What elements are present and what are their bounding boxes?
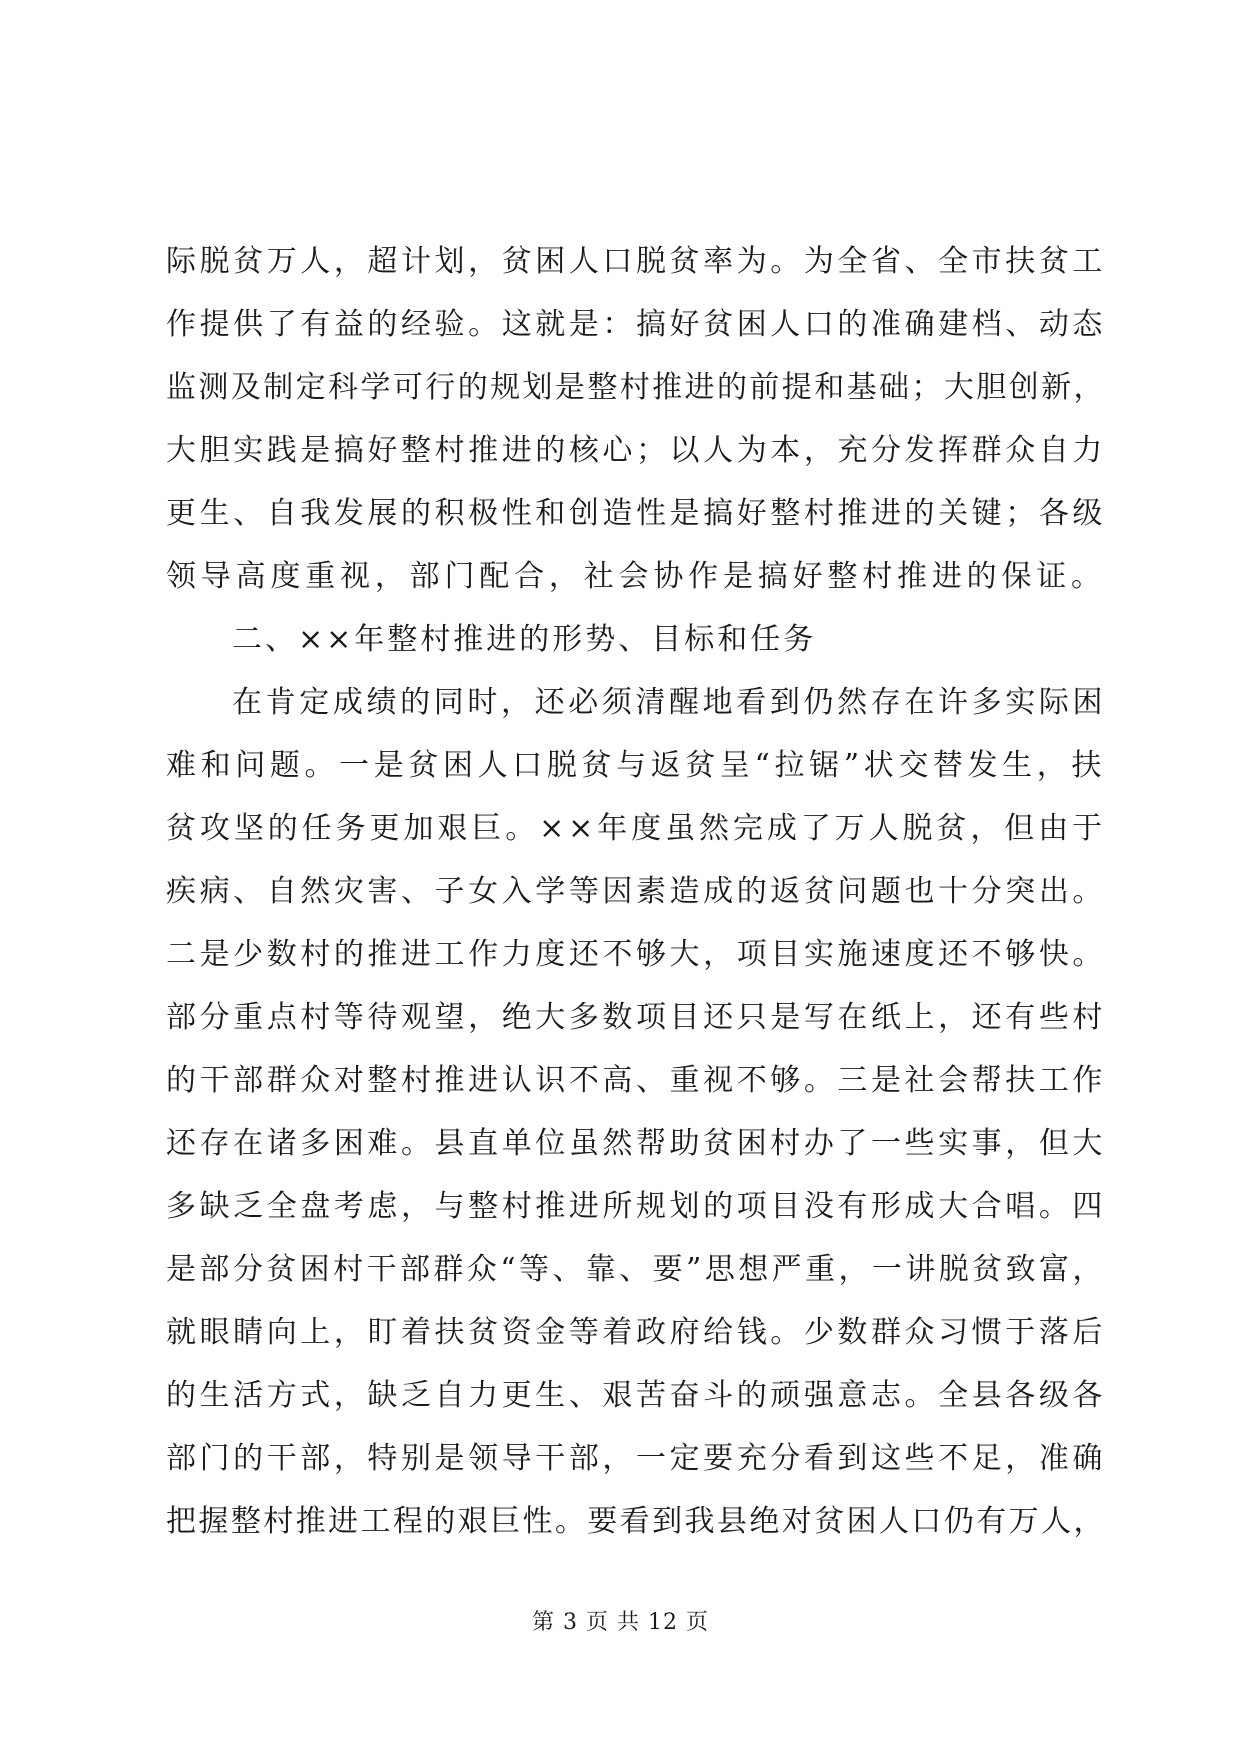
text-line: 的生活方式，缺乏自力更生、艰苦奋斗的顽强意志。全县各级各 <box>166 1378 1106 1413</box>
text-line: 际脱贫万人，超计划，贫困人口脱贫率为。为全省、全市扶贫工 <box>166 244 1106 279</box>
text-line: 领导高度重视，部门配合，社会协作是搞好整村推进的保证。 <box>166 559 1106 594</box>
page-footer: 第 3 页 共 12 页 <box>532 1610 709 1635</box>
text-line: 在肯定成绩的同时，还必须清醒地看到仍然存在许多实际困 <box>232 685 1107 720</box>
text-line: 作提供了有益的经验。这就是：搞好贫困人口的准确建档、动态 <box>166 307 1106 342</box>
text-line: 把握整村推进工程的艰巨性。要看到我县绝对贫困人口仍有万人， <box>166 1504 1106 1539</box>
text-line: 疾病、自然灾害、子女入学等因素造成的返贫问题也十分突出。 <box>166 874 1106 909</box>
text-line: 难和问题。一是贫困人口脱贫与返贫呈“拉锯”状交替发生，扶 <box>166 748 1107 783</box>
text-line: 监测及制定科学可行的规划是整村推进的前提和基础；大胆创新， <box>166 370 1106 405</box>
text-line: 的干部群众对整村推进认识不高、重视不够。三是社会帮扶工作 <box>166 1063 1106 1098</box>
text-line: 大胆实践是搞好整村推进的核心；以人为本，充分发挥群众自力 <box>166 433 1106 468</box>
text-line: 二、××年整村推进的形势、目标和任务 <box>232 622 817 657</box>
text-line: 更生、自我发展的积极性和创造性是搞好整村推进的关键；各级 <box>166 496 1106 531</box>
text-line: 多缺乏全盘考虑，与整村推进所规划的项目没有形成大合唱。四 <box>166 1189 1106 1224</box>
text-line: 部分重点村等待观望，绝大多数项目还只是写在纸上，还有些村 <box>166 1000 1106 1035</box>
text-line: 二是少数村的推进工作力度还不够大，项目实施速度还不够快。 <box>166 937 1106 972</box>
text-line: 就眼睛向上，盯着扶贫资金等着政府给钱。少数群众习惯于落后 <box>166 1315 1106 1350</box>
text-line: 是部分贫困村干部群众“等、靠、要”思想严重，一讲脱贫致富， <box>166 1252 1106 1287</box>
text-line: 贫攻坚的任务更加艰巨。××年度虽然完成了万人脱贫，但由于 <box>166 811 1107 846</box>
text-line: 还存在诸多困难。县直单位虽然帮助贫困村办了一些实事，但大 <box>166 1126 1106 1161</box>
text-line: 部门的干部，特别是领导干部，一定要充分看到这些不足，准确 <box>166 1441 1106 1476</box>
document-body <box>166 230 1106 1553</box>
